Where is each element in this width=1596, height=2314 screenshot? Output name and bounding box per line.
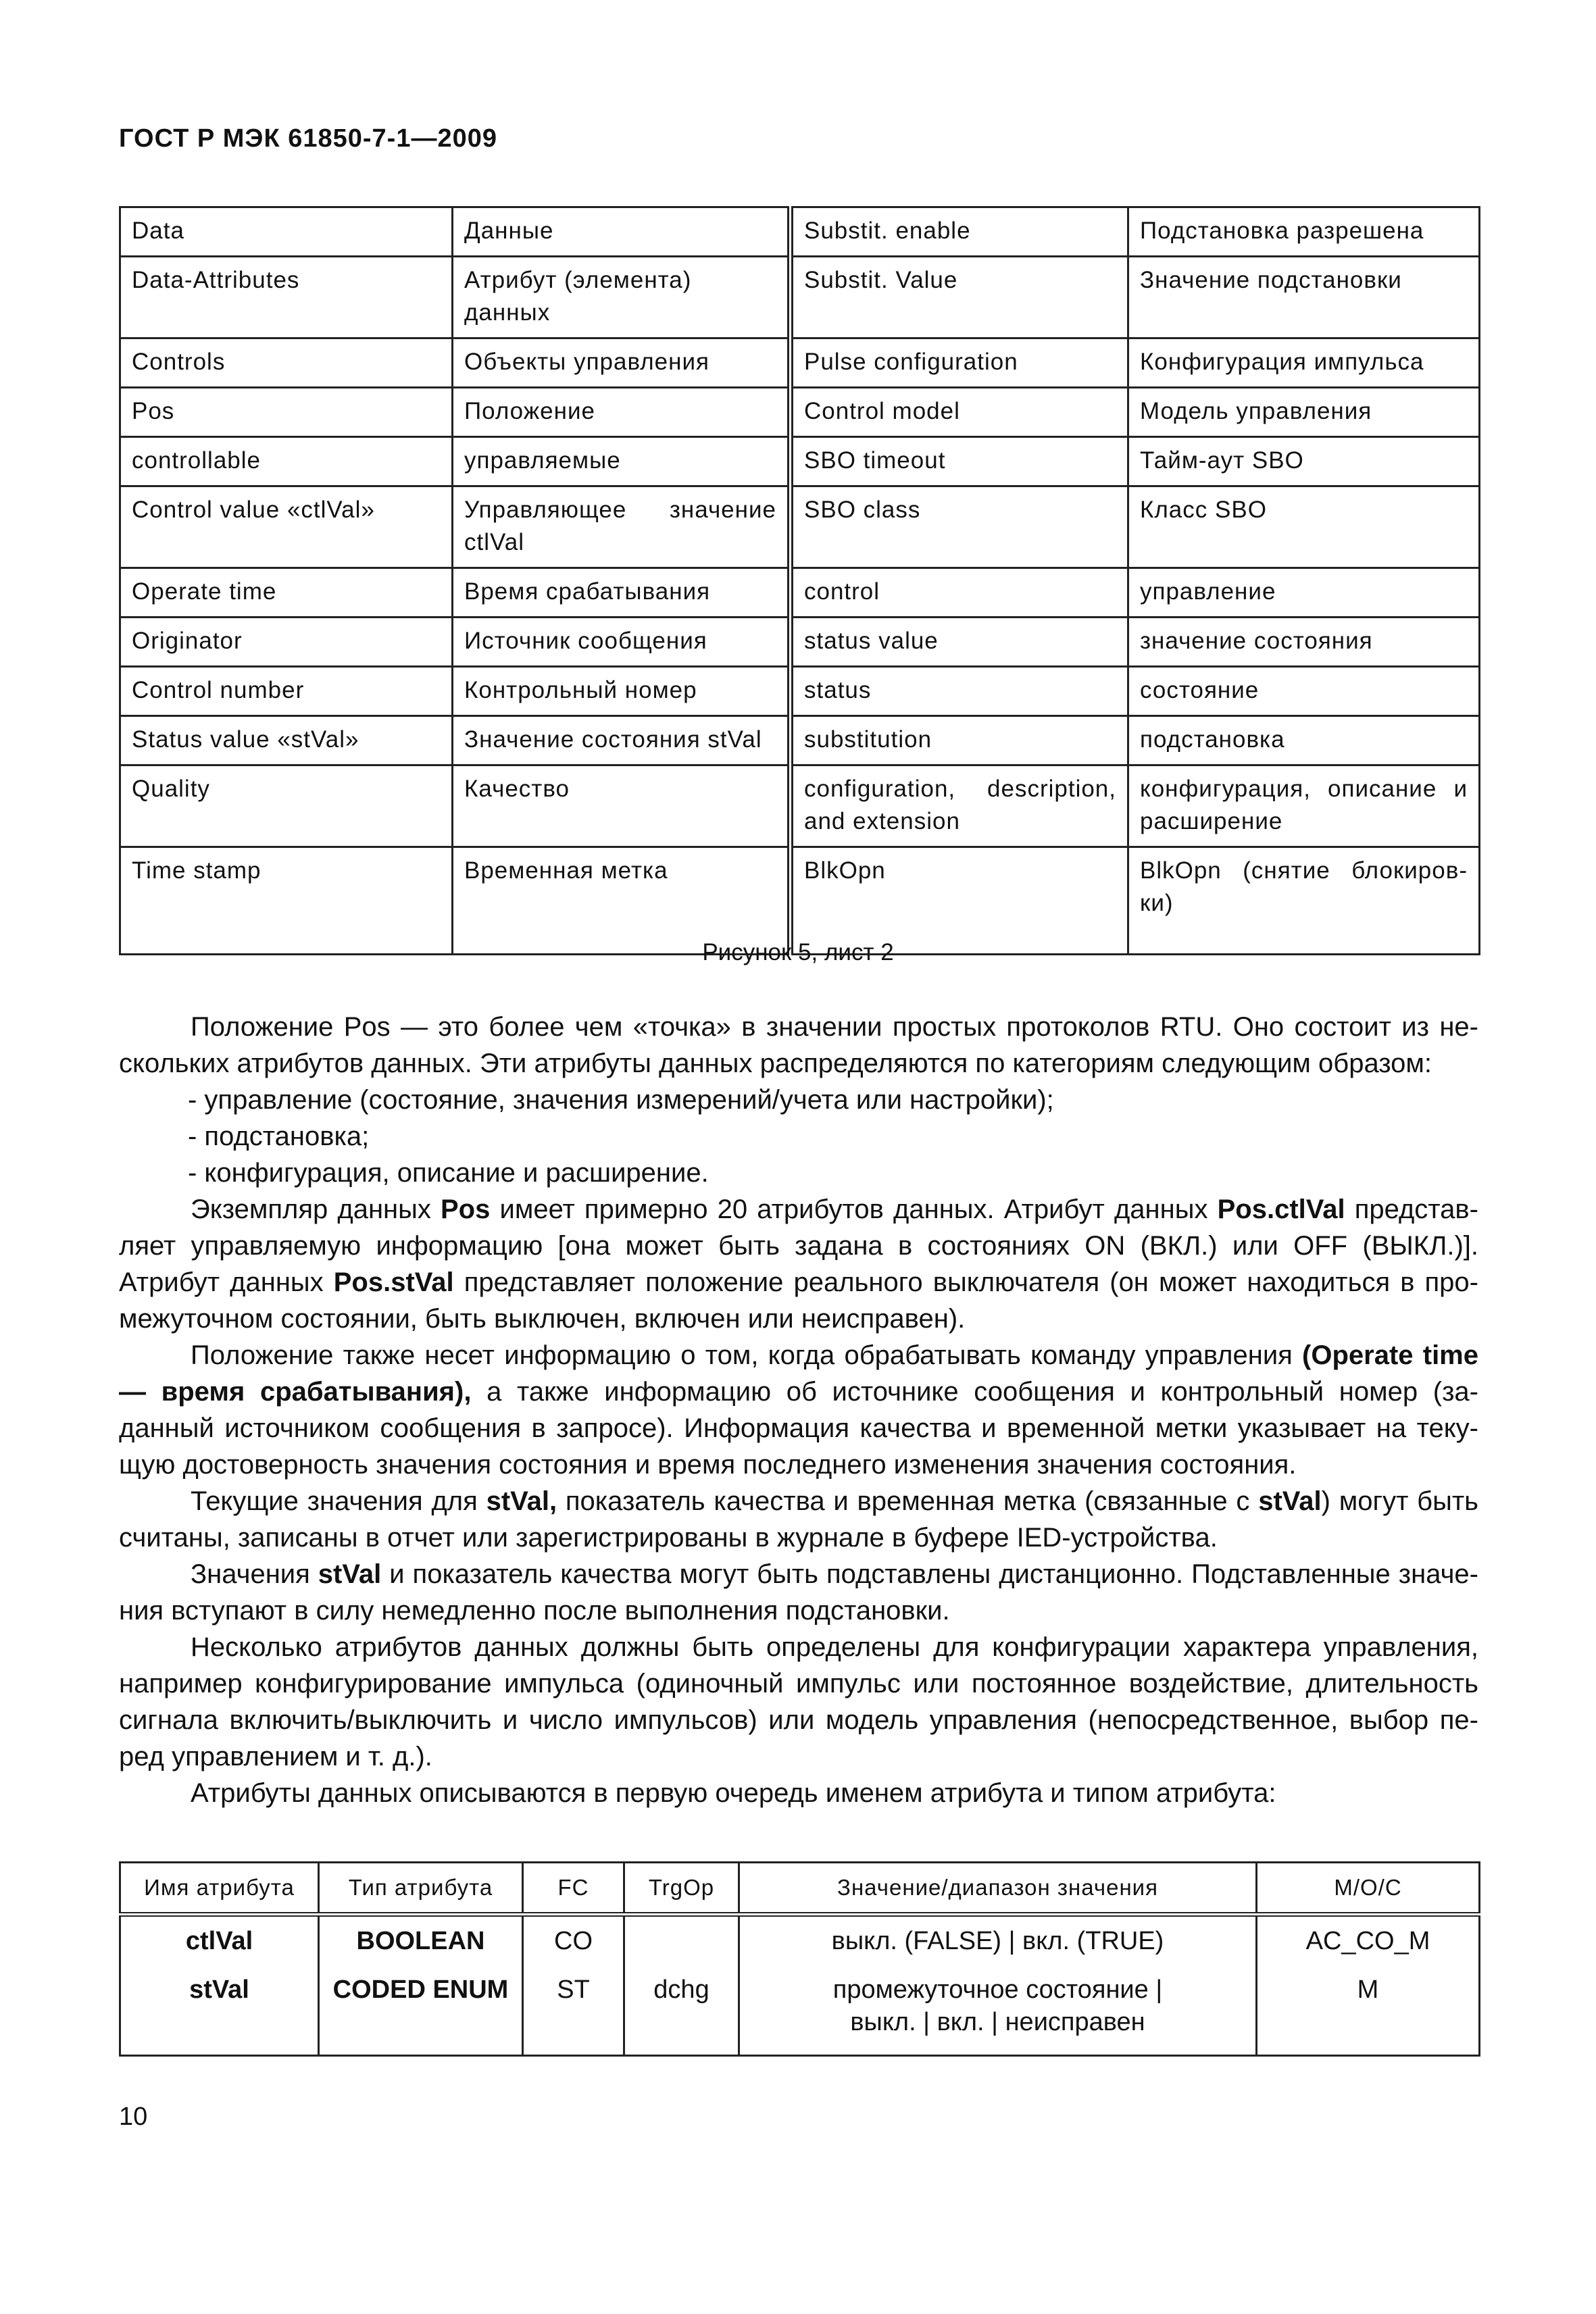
cell: Конфигурация импульса	[1128, 338, 1480, 388]
cell: BOOLEAN	[319, 1915, 523, 1966]
glossary-table	[119, 206, 1480, 955]
paragraph: Атрибуты данных описываются в первую очередь именем атрибута и типом атрибута:	[191, 1778, 1276, 1808]
table-row	[120, 667, 1480, 716]
text-run: имеет примерно 20 атрибутов данных. Атрибут данных	[490, 1194, 1218, 1224]
figure-caption: Рисунок 5, лист 2	[702, 939, 894, 965]
paragraph: Несколько атрибутов данных должны быть определены для конфигурации характера управления, например конфигурирование импульса (одиночный импульс или постоянное воздействие, длительность сигнала включить/выключить и число импульсов) или модель управления (непосредственное, выбор пе-ред управлением и т. д.).	[119, 1632, 1478, 1771]
cell-line: and extension	[804, 808, 960, 834]
cell: Control value «ctlVal»	[120, 486, 453, 568]
cell: control	[791, 568, 1128, 618]
cell: Класс SBO	[1128, 486, 1480, 568]
cell	[791, 765, 1128, 847]
cell: управление	[1128, 568, 1480, 618]
cell: Pos	[120, 388, 453, 437]
cell: Time stamp	[120, 847, 453, 955]
table-row	[120, 847, 1480, 955]
cell: Substit. Value	[791, 257, 1128, 338]
table-row	[120, 338, 1480, 388]
cell: Подстановка разрешена	[1128, 207, 1480, 257]
paragraph	[119, 1191, 1478, 1337]
table-row	[120, 257, 1480, 338]
table-row	[120, 618, 1480, 667]
cell: SBO class	[791, 486, 1128, 568]
list-item: - подстановка;	[188, 1122, 370, 1151]
table-row	[120, 437, 1480, 486]
cell: Pulse configuration	[791, 338, 1128, 388]
cell: Значение подстановки	[1128, 257, 1480, 338]
cell-word: Управляющее	[464, 497, 627, 523]
cell: BlkOpn	[791, 847, 1128, 955]
cell: AC_CO_M	[1257, 1915, 1480, 1966]
bold-term: stVal,	[486, 1486, 557, 1516]
cell-line	[464, 494, 776, 526]
text-run: Текущие значения для	[191, 1486, 487, 1516]
cell: ctlVal	[120, 1915, 319, 1966]
cell	[1128, 765, 1480, 847]
text-run: показатель качества и временная метка (связанные с	[557, 1486, 1259, 1516]
table-row	[120, 765, 1480, 847]
column-header: Тип атрибута	[319, 1863, 523, 1915]
table-row	[120, 716, 1480, 765]
text-run: Значения	[191, 1559, 318, 1589]
cell: Объекты управления	[453, 338, 791, 388]
text-run: представ-ляет управляемую информацию [она может быть задана в состояниях ON (ВКЛ.) или OFF (ВЫКЛ.)]. Атрибут данных	[119, 1194, 1478, 1297]
cell-line: расширение	[1140, 808, 1283, 834]
cell: Control number	[120, 667, 453, 716]
text-run: а также информацию об источнике сообщения и контрольный номер (за-данный источником сообщения в запросе). Информация качества и временной метки указывает на теку-щую достоверность значения состояния и время последнего изменения значения состояния.	[119, 1377, 1478, 1480]
bold-term: Pos.stVal	[333, 1267, 454, 1297]
cell: stVal	[120, 1965, 319, 2056]
cell: Data	[120, 207, 453, 257]
cell: Положение	[453, 388, 791, 437]
column-header: FC	[523, 1863, 624, 1915]
cell-line: выкл. | вкл. | неисправен	[850, 2008, 1145, 2036]
column-header: Значение/диапазон значения	[739, 1863, 1257, 1915]
column-header: M/O/C	[1257, 1863, 1480, 1915]
paragraph	[119, 1337, 1478, 1483]
cell: Тайм-аут SBO	[1128, 437, 1480, 486]
cell: Качество	[453, 765, 791, 847]
cell: SBO timeout	[791, 437, 1128, 486]
list-item: - управление (состояние, значения измерений/учета или настройки);	[188, 1085, 1054, 1115]
bold-term: stVal	[1258, 1486, 1322, 1516]
paragraph: Положение Pos — это более чем «точка» в значении простых протоколов RTU. Оно состоит из не-скольких атрибутов данных. Эти атрибуты данных распределяются по категориям следующим образом:	[119, 1012, 1478, 1078]
cell: substitution	[791, 716, 1128, 765]
bold-term: Pos	[441, 1194, 491, 1224]
cell: controllable	[120, 437, 453, 486]
cell-line: ки)	[1140, 890, 1174, 916]
page-number: 10	[119, 2103, 148, 2131]
text-run: Экземпляр данных	[191, 1194, 441, 1224]
cell-word: значение	[669, 497, 776, 523]
cell: Временная метка	[453, 847, 791, 955]
cell: dchg	[624, 1965, 739, 2056]
cell	[1128, 847, 1480, 955]
table-row	[120, 388, 1480, 437]
table-row	[120, 568, 1480, 618]
table-row	[120, 486, 1480, 568]
column-header: TrgOp	[624, 1863, 739, 1915]
text-run: представляет положение реального выключателя (он может находиться в про-межуточном состоянии, быть выключен, включен или неисправен).	[119, 1267, 1478, 1334]
cell: status value	[791, 618, 1128, 667]
cell: выкл. (FALSE) | вкл. (TRUE)	[739, 1915, 1257, 1966]
cell: Контрольный номер	[453, 667, 791, 716]
cell: Атрибут (элемента) данных	[453, 257, 791, 338]
paragraph	[119, 1483, 1478, 1556]
cell: Operate time	[120, 568, 453, 618]
cell: M	[1257, 1965, 1480, 2056]
bold-term: Pos.ctlVal	[1217, 1194, 1345, 1224]
cell-line: configuration, description,	[804, 776, 1116, 802]
text-run: ) могут быть считаны, записаны в отчет или зарегистрированы в журнале в буфере IED-устройства.	[119, 1486, 1479, 1553]
cell: значение состояния	[1128, 618, 1480, 667]
body-text	[119, 1009, 1478, 1811]
cell: Controls	[120, 338, 453, 388]
cell: Control model	[791, 388, 1128, 437]
cell: управляемые	[453, 437, 791, 486]
cell-line: промежуточное состояние |	[832, 1976, 1163, 2004]
cell	[624, 1915, 739, 1966]
text-run: Положение также несет информацию о том, когда обрабатывать команду управления	[191, 1340, 1303, 1370]
paragraph	[119, 1556, 1478, 1629]
cell: Время срабатывания	[453, 568, 791, 618]
cell: Originator	[120, 618, 453, 667]
cell-line: конфигурация, описание и	[1140, 776, 1468, 802]
cell: Источник сообщения	[453, 618, 791, 667]
document-header: ГОСТ Р МЭК 61850-7-1—2009	[119, 124, 497, 153]
cell: ST	[523, 1965, 624, 2056]
cell-line: BlkOpn (снятие блокиров-	[1140, 857, 1468, 884]
cell: Значение состояния stVal	[453, 716, 791, 765]
attribute-table	[119, 1861, 1480, 2057]
table-row	[120, 1965, 1480, 2056]
cell: Status value «stVal»	[120, 716, 453, 765]
column-header: Имя атрибута	[120, 1863, 319, 1915]
cell: Модель управления	[1128, 388, 1480, 437]
cell: CODED ENUM	[319, 1965, 523, 2056]
cell-line: ctlVal	[464, 529, 524, 555]
cell: Data-Attributes	[120, 257, 453, 338]
cell: Quality	[120, 765, 453, 847]
cell: подстановка	[1128, 716, 1480, 765]
cell: Substit. enable	[791, 207, 1128, 257]
cell	[739, 1965, 1257, 2056]
cell: Данные	[453, 207, 791, 257]
cell: CO	[523, 1915, 624, 1966]
table-row	[120, 207, 1480, 257]
cell: состояние	[1128, 667, 1480, 716]
cell	[453, 486, 791, 568]
table-header-row	[120, 1863, 1480, 1915]
table-row	[120, 1915, 1480, 1966]
text-run: и показатель качества могут быть подставлены дистанционно. Подставленные значе-ния вступают в силу немедленно после выполнения подстановки.	[119, 1559, 1478, 1626]
cell: status	[791, 667, 1128, 716]
bold-term: (Operate time — время срабатывания),	[119, 1340, 1478, 1407]
list-item: - конфигурация, описание и расширение.	[188, 1158, 709, 1188]
bold-term: stVal	[318, 1559, 382, 1589]
